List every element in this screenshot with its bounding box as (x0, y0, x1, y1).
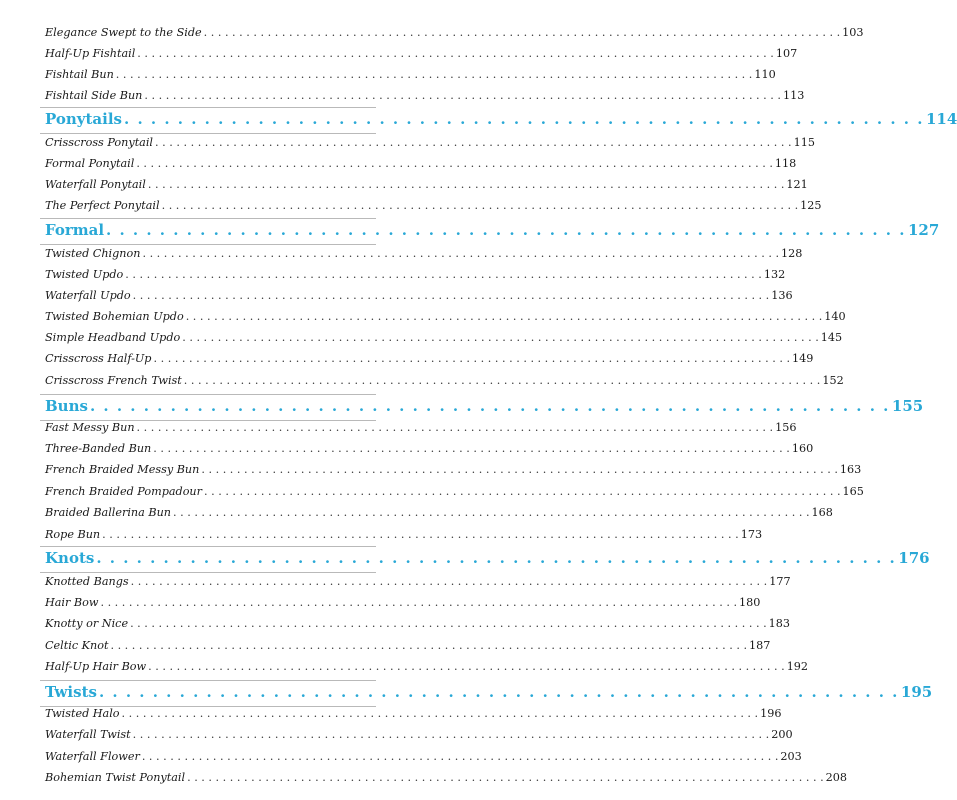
toc-entry[interactable] (45, 442, 814, 455)
entry-title: Elegance Swept to the Side (45, 26, 202, 39)
toc-entry[interactable] (45, 289, 793, 302)
toc-entry[interactable] (45, 728, 793, 741)
toc-entry[interactable] (45, 247, 803, 260)
page-number: 121 (786, 178, 808, 191)
toc-entry[interactable] (45, 374, 844, 387)
dot-leader: . . . . . . . . . . . . . . . . . . . . . . . . . . . . . . . . . . . . . . . . . . . . . . . . . . . . . . . . . . . . . . . . . . . . . . . . . . . . . . . . . . . . . . . . . . (100, 596, 738, 609)
toc-entry[interactable] (45, 575, 791, 588)
page-number: 132 (763, 268, 786, 281)
entry-title: Fast Messy Bun (45, 421, 135, 434)
section-divider-top (40, 546, 376, 547)
toc-entry[interactable] (45, 199, 822, 212)
dot-leader: . . . . . . . . . . . . . . . . . . . . . . . . . . . . . . . . . . . . . . . . . . . . . . . . . . . . . . . . . . . . (124, 110, 924, 128)
page-number: 136 (771, 289, 793, 302)
entry-title: Rope Bun (45, 528, 101, 541)
dot-leader: . . . . . . . . . . . . . . . . . . . . . . . . . . . . . . . . . . . . . . . . . . . . . . . . . . . . . . . . . . . . . . . . . . . . . . . . . . . . . . . . . . . . . . . . . . (203, 485, 841, 498)
entry-title: Three-Banded Bun (45, 442, 152, 455)
toc-section-heading[interactable] (45, 110, 957, 128)
entry-title: Twisted Chignon (45, 247, 141, 260)
toc-entry[interactable] (45, 617, 790, 630)
toc-entry[interactable] (45, 89, 805, 102)
toc-section-heading[interactable] (45, 397, 924, 415)
page-number: 180 (739, 596, 761, 609)
section-divider-top (40, 107, 376, 108)
toc-entry[interactable] (45, 528, 763, 541)
section-divider-bottom (40, 244, 376, 245)
page-number: 173 (740, 528, 763, 541)
dot-leader: . . . . . . . . . . . . . . . . . . . . . . . . . . . . . . . . . . . . . . . . . . . . . . . . . . . . . . . . . . . . . . . . . . . . . . . . . . . . . . . . . . . . . . . . . . (183, 374, 821, 387)
toc-section-heading[interactable] (45, 221, 940, 239)
toc-entry[interactable] (45, 707, 782, 720)
page-number: 160 (791, 442, 814, 455)
section-title: Twists (45, 683, 97, 701)
section-divider-top (40, 218, 376, 219)
dot-leader: . . . . . . . . . . . . . . . . . . . . . . . . . . . . . . . . . . . . . . . . . . . . . . . . . . . . . . . . . . . . . . . . . . . . . . . . . . . . . . . . . . . . . . . . . . (153, 442, 790, 455)
page-number: 177 (769, 575, 791, 588)
toc-entry[interactable] (45, 331, 843, 344)
dot-leader: . . . . . . . . . . . . . . . . . . . . . . . . . . . . . . . . . . . . . . . . . . . . . . . . . . . . . . . . . . . . . . . . . . . . . . . . . . . . . . . . . . . . . . . . . . (115, 68, 753, 81)
page-number: 103 (842, 26, 864, 39)
entry-title: Waterfall Ponytail (45, 178, 146, 191)
page-number: 187 (749, 639, 771, 652)
entry-title: Half-Up Fishtail (45, 47, 136, 60)
entry-title: Crisscross Half-Up (45, 352, 152, 365)
toc-entry[interactable] (45, 639, 771, 652)
page-number: 145 (820, 331, 843, 344)
dot-leader: . . . . . . . . . . . . . . . . . . . . . . . . . . . . . . . . . . . . . . . . . . . . . . . . . . . . . . . . . . . . (106, 221, 906, 239)
toc-entry[interactable] (45, 26, 864, 39)
page-number: 118 (774, 157, 797, 170)
page-number: 115 (793, 136, 815, 149)
toc-entry[interactable] (45, 68, 776, 81)
dot-leader: . . . . . . . . . . . . . . . . . . . . . . . . . . . . . . . . . . . . . . . . . . . . . . . . . . . . . . . . . . . . . . . . . . . . . . . . . . . . . . . . . . . . . . . . . . (132, 289, 770, 302)
section-title: Buns (45, 397, 88, 415)
entry-title: Crisscross Ponytail (45, 136, 154, 149)
page-number: 152 (822, 374, 844, 387)
dot-leader: . . . . . . . . . . . . . . . . . . . . . . . . . . . . . . . . . . . . . . . . . . . . . . . . . . . . . . . . . . . . . . . . . . . . . . . . . . . . . . . . . . . . . . . . . . (147, 178, 785, 191)
dot-leader: . . . . . . . . . . . . . . . . . . . . . . . . . . . . . . . . . . . . . . . . . . . . . . . . . . . . . . . . . . . . . . . . . . . . . . . . . . . . . . . . . . . . . . . . . . (132, 728, 770, 741)
entry-title: Fishtail Side Bun (45, 89, 143, 102)
toc-entry[interactable] (45, 660, 809, 673)
toc-entry[interactable] (45, 421, 797, 434)
dot-leader: . . . . . . . . . . . . . . . . . . . . . . . . . . . . . . . . . . . . . . . . . . . . . . . . . . . . . . . . . . . . . . . . . . . . . . . . . . . . . . . . . . . . . . . . . . (137, 47, 774, 60)
dot-leader: . . . . . . . . . . . . . . . . . . . . . . . . . . . . . . . . . . . . . . . . . . . . . . . . . . . . . . . . . . . . . . . . . . . . . . . . . . . . . . . . . . . . . . . . . . (130, 617, 767, 630)
toc-entry[interactable] (45, 463, 862, 476)
entry-title: Twisted Halo (45, 707, 120, 720)
section-title: Knots (45, 549, 95, 567)
section-divider-bottom (40, 572, 376, 573)
page-number: 127 (907, 221, 940, 239)
dot-leader: . . . . . . . . . . . . . . . . . . . . . . . . . . . . . . . . . . . . . . . . . . . . . . . . . . . . . . . . . . . . (96, 549, 897, 567)
entry-title: Twisted Updo (45, 268, 124, 281)
dot-leader: . . . . . . . . . . . . . . . . . . . . . . . . . . . . . . . . . . . . . . . . . . . . . . . . . . . . . . . . . . . . . . . . . . . . . . . . . . . . . . . . . . . . . . . . . . (155, 136, 792, 149)
dot-leader: . . . . . . . . . . . . . . . . . . . . . . . . . . . . . . . . . . . . . . . . . . . . . . . . . . . . . . . . . . . . . . . . . . . . . . . . . . . . . . . . . . . . . . . . . . (142, 247, 780, 260)
dot-leader: . . . . . . . . . . . . . . . . . . . . . . . . . . . . . . . . . . . . . . . . . . . . . . . . . . . . . . . . . . . . (98, 683, 899, 701)
section-title: Ponytails (45, 110, 122, 128)
toc-entry[interactable] (45, 47, 798, 60)
page-number: 140 (824, 310, 846, 323)
dot-leader: . . . . . . . . . . . . . . . . . . . . . . . . . . . . . . . . . . . . . . . . . . . . . . . . . . . . . . . . . . . . . . . . . . . . . . . . . . . . . . . . . . . . . . . . . . (182, 331, 819, 344)
section-divider-bottom (40, 133, 376, 134)
dot-leader: . . . . . . . . . . . . . . . . . . . . . . . . . . . . . . . . . . . . . . . . . . . . . . . . . . . . . . . . . . . . . . . . . . . . . . . . . . . . . . . . . . . . . . . . . . (201, 463, 838, 476)
dot-leader: . . . . . . . . . . . . . . . . . . . . . . . . . . . . . . . . . . . . . . . . . . . . . . . . . . . . . . . . . . . . . . . . . . . . . . . . . . . . . . . . . . . . . . . . . . (121, 707, 759, 720)
dot-leader: . . . . . . . . . . . . . . . . . . . . . . . . . . . . . . . . . . . . . . . . . . . . . . . . . . . . . . . . . . . . . . . . . . . . . . . . . . . . . . . . . . . . . . . . . . (187, 771, 824, 784)
section-divider-top (40, 394, 376, 395)
page-number: 200 (771, 728, 793, 741)
entry-title: Knotty or Nice (45, 617, 129, 630)
dot-leader: . . . . . . . . . . . . . . . . . . . . . . . . . . . . . . . . . . . . . . . . . . . . . . . . . . . . . . . . . . . . . . . . . . . . . . . . . . . . . . . . . . . . . . . . . . (130, 575, 768, 588)
toc-entry[interactable] (45, 157, 797, 170)
toc-entry[interactable] (45, 750, 802, 763)
toc-entry[interactable] (45, 310, 846, 323)
page-number: 113 (782, 89, 805, 102)
dot-leader: . . . . . . . . . . . . . . . . . . . . . . . . . . . . . . . . . . . . . . . . . . . . . . . . . . . . . . . . . . . . . . . . . . . . . . . . . . . . . . . . . . . . . . . . . . (136, 421, 774, 434)
page-number: 149 (792, 352, 814, 365)
entry-title: Waterfall Updo (45, 289, 131, 302)
toc-entry[interactable] (45, 596, 761, 609)
toc-entry[interactable] (45, 178, 808, 191)
dot-leader: . . . . . . . . . . . . . . . . . . . . . . . . . . . . . . . . . . . . . . . . . . . . . . . . . . . . . . . . . . . . . . . . . . . . . . . . . . . . . . . . . . . . . . . . . . (110, 639, 748, 652)
entry-title: Fishtail Bun (45, 68, 114, 81)
page-number: 192 (786, 660, 809, 673)
entry-title: Bohemian Twist Ponytail (45, 771, 186, 784)
dot-leader: . . . . . . . . . . . . . . . . . . . . . . . . . . . . . . . . . . . . . . . . . . . . . . . . . . . . . . . . . . . . . . . . . . . . . . . . . . . . . . . . . . . . . . . . . . (203, 26, 841, 39)
dot-leader: . . . . . . . . . . . . . . . . . . . . . . . . . . . . . . . . . . . . . . . . . . . . . . . . . . . . . . . . . . . . (89, 397, 890, 415)
dot-leader: . . . . . . . . . . . . . . . . . . . . . . . . . . . . . . . . . . . . . . . . . . . . . . . . . . . . . . . . . . . . . . . . . . . . . . . . . . . . . . . . . . . . . . . . . . (136, 157, 773, 170)
page-number: 114 (925, 110, 957, 128)
toc-section-heading[interactable] (45, 549, 930, 567)
entry-title: Simple Headband Updo (45, 331, 181, 344)
page-number: 128 (781, 247, 803, 260)
entry-title: Waterfall Flower (45, 750, 140, 763)
entry-title: Hair Bow (45, 596, 99, 609)
page-number: 156 (775, 421, 797, 434)
entry-title: French Braided Messy Bun (45, 463, 200, 476)
section-divider-top (40, 680, 376, 681)
entry-title: French Braided Pompadour (45, 485, 202, 498)
entry-title: Half-Up Hair Bow (45, 660, 147, 673)
page-number: 176 (898, 549, 930, 567)
entry-title: Crisscross French Twist (45, 374, 182, 387)
dot-leader: . . . . . . . . . . . . . . . . . . . . . . . . . . . . . . . . . . . . . . . . . . . . . . . . . . . . . . . . . . . . . . . . . . . . . . . . . . . . . . . . . . . . . . . . . . (144, 89, 781, 102)
entry-title: Waterfall Twist (45, 728, 131, 741)
dot-leader: . . . . . . . . . . . . . . . . . . . . . . . . . . . . . . . . . . . . . . . . . . . . . . . . . . . . . . . . . . . . . . . . . . . . . . . . . . . . . . . . . . . . . . . . . . (102, 528, 739, 541)
page-number: 195 (900, 683, 933, 701)
toc-entry[interactable] (45, 485, 864, 498)
section-title: Formal (45, 221, 105, 239)
entry-title: The Perfect Ponytail (45, 199, 160, 212)
entry-title: Knotted Bangs (45, 575, 129, 588)
dot-leader: . . . . . . . . . . . . . . . . . . . . . . . . . . . . . . . . . . . . . . . . . . . . . . . . . . . . . . . . . . . . . . . . . . . . . . . . . . . . . . . . . . . . . . . . . . (161, 199, 799, 212)
dot-leader: . . . . . . . . . . . . . . . . . . . . . . . . . . . . . . . . . . . . . . . . . . . . . . . . . . . . . . . . . . . . . . . . . . . . . . . . . . . . . . . . . . . . . . . . . . (141, 750, 779, 763)
dot-leader: . . . . . . . . . . . . . . . . . . . . . . . . . . . . . . . . . . . . . . . . . . . . . . . . . . . . . . . . . . . . . . . . . . . . . . . . . . . . . . . . . . . . . . . . . . (153, 352, 791, 365)
dot-leader: . . . . . . . . . . . . . . . . . . . . . . . . . . . . . . . . . . . . . . . . . . . . . . . . . . . . . . . . . . . . . . . . . . . . . . . . . . . . . . . . . . . . . . . . . . (125, 268, 762, 281)
entry-title: Formal Ponytail (45, 157, 135, 170)
page-number: 168 (811, 506, 833, 519)
toc-entry[interactable] (45, 771, 847, 784)
toc-entry[interactable] (45, 506, 833, 519)
toc-section-heading[interactable] (45, 683, 933, 701)
page-number: 203 (780, 750, 802, 763)
dot-leader: . . . . . . . . . . . . . . . . . . . . . . . . . . . . . . . . . . . . . . . . . . . . . . . . . . . . . . . . . . . . . . . . . . . . . . . . . . . . . . . . . . . . . . . . . . (185, 310, 823, 323)
page-number: 107 (775, 47, 798, 60)
page-number: 110 (754, 68, 776, 81)
page-number: 125 (800, 199, 822, 212)
entry-title: Twisted Bohemian Updo (45, 310, 184, 323)
page-number: 163 (839, 463, 862, 476)
page-number: 165 (842, 485, 864, 498)
page-number: 208 (825, 771, 847, 784)
toc-entry[interactable] (45, 136, 815, 149)
dot-leader: . . . . . . . . . . . . . . . . . . . . . . . . . . . . . . . . . . . . . . . . . . . . . . . . . . . . . . . . . . . . . . . . . . . . . . . . . . . . . . . . . . . . . . . . . . (172, 506, 810, 519)
page-number: 196 (760, 707, 782, 720)
toc-entry[interactable] (45, 352, 814, 365)
page-number: 183 (768, 617, 790, 630)
entry-title: Braided Ballerina Bun (45, 506, 171, 519)
dot-leader: . . . . . . . . . . . . . . . . . . . . . . . . . . . . . . . . . . . . . . . . . . . . . . . . . . . . . . . . . . . . . . . . . . . . . . . . . . . . . . . . . . . . . . . . . . (148, 660, 785, 673)
entry-title: Celtic Knot (45, 639, 109, 652)
page-number: 155 (891, 397, 924, 415)
toc-entry[interactable] (45, 268, 786, 281)
